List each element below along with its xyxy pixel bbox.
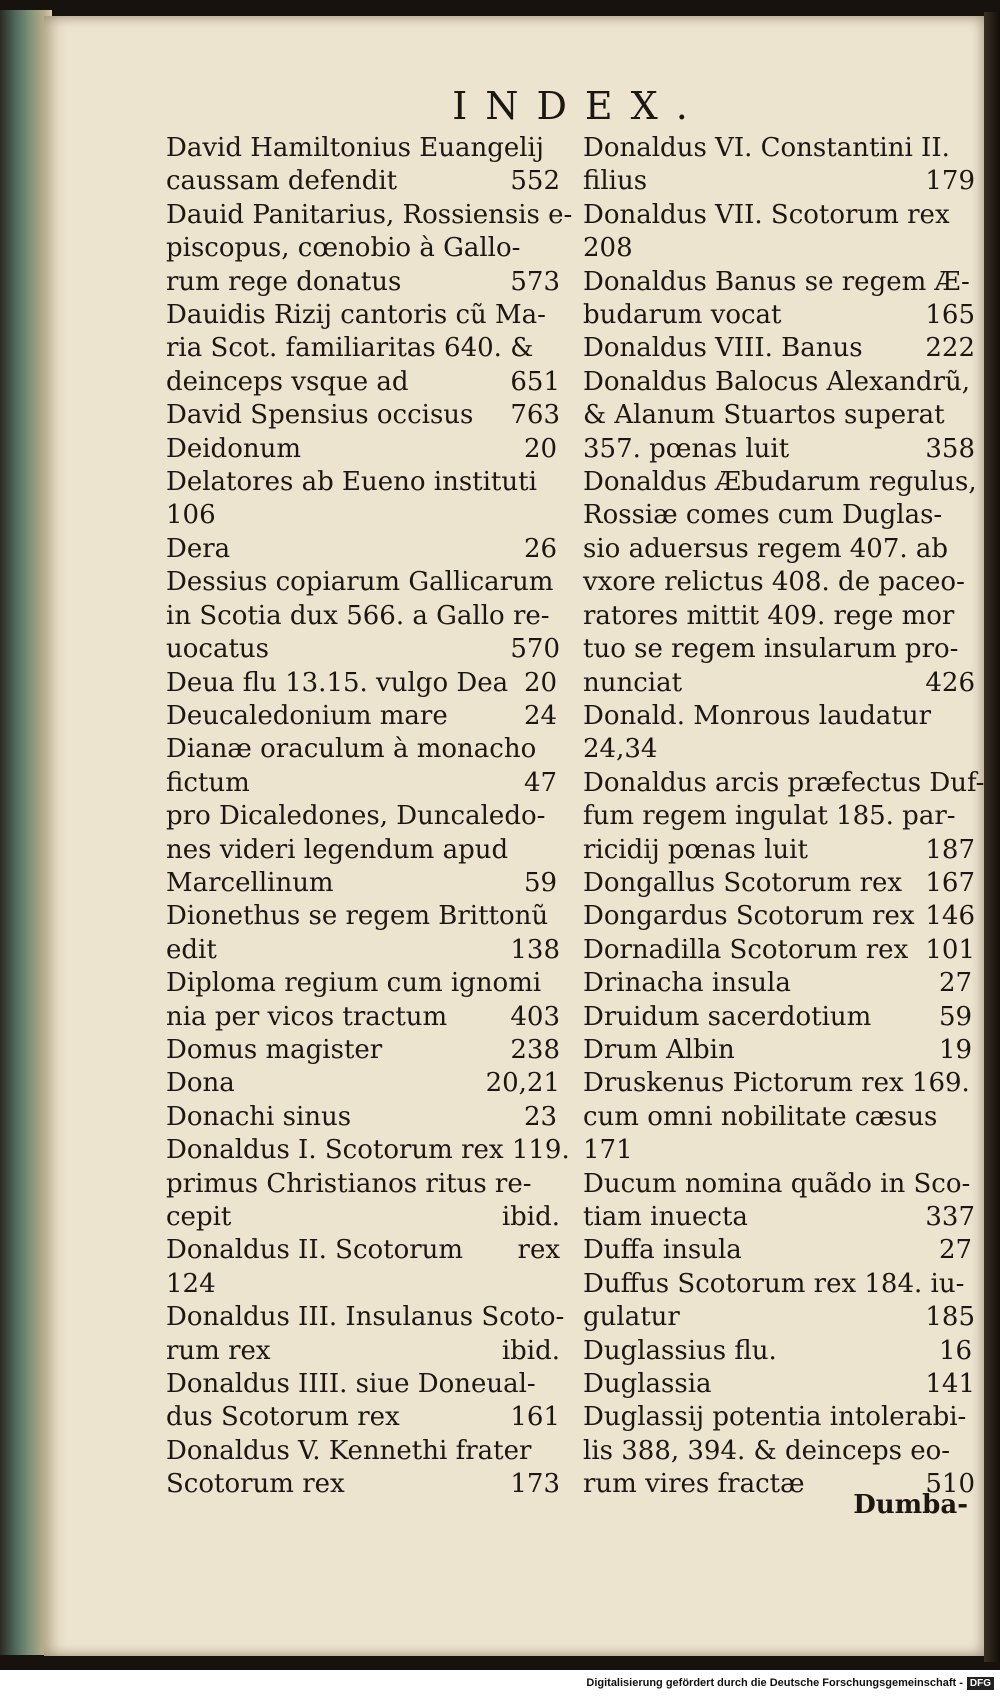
- entry-text: 124: [166, 1268, 216, 1299]
- entry-line: [166, 900, 560, 933]
- index-entry: [166, 566, 560, 666]
- entry-text: ratores mittit 409. rege mor: [583, 600, 955, 631]
- page-reference: [552, 332, 560, 365]
- index-entry: [166, 1234, 560, 1301]
- entry-text: edit: [166, 934, 217, 965]
- entry-line: [583, 466, 977, 499]
- page-reference: [967, 399, 975, 432]
- index-entry: [166, 1067, 560, 1100]
- entry-line: [166, 399, 560, 432]
- entry-line: [583, 700, 975, 733]
- page-reference: 24: [524, 700, 558, 731]
- index-entry: [166, 1134, 570, 1234]
- entry-text: rum rex: [166, 1335, 271, 1366]
- entry-text: nes videri legendum apud: [166, 834, 509, 865]
- entry-line: [583, 299, 975, 332]
- entry-line: [583, 199, 975, 232]
- page-reference: 238: [510, 1034, 560, 1065]
- page-reference: [970, 366, 978, 399]
- entry-text: Donaldus IIII. siue Doneual-: [166, 1369, 536, 1400]
- entry-text: Ducum nomina quãdo in Sco-: [583, 1168, 971, 1199]
- entry-line: [166, 266, 560, 299]
- page-reference: 101: [925, 934, 975, 965]
- entry-line: [583, 900, 975, 933]
- index-entry: [583, 967, 975, 1000]
- entry-text: Donaldus Balocus Alexandrũ,: [583, 366, 971, 397]
- page-reference: [967, 499, 975, 532]
- page-reference: [967, 1101, 975, 1134]
- page-reference: 165: [925, 300, 975, 331]
- page-reference: 187: [925, 834, 975, 865]
- entry-text: Duglassij potentia intolerabi-: [583, 1402, 967, 1433]
- entry-text: Donaldus Æbudarum regulus,: [583, 467, 977, 498]
- page-reference: [967, 199, 975, 232]
- entry-line: [583, 767, 985, 800]
- digitization-footer: [0, 1670, 1000, 1697]
- entry-line: [166, 1301, 565, 1334]
- page-reference: ibid.: [501, 1335, 560, 1366]
- entry-line: [166, 633, 560, 666]
- index-entry: [166, 1034, 560, 1067]
- entry-text: Donald. Monrous laudatur: [583, 700, 932, 731]
- index-entry: [166, 967, 560, 1034]
- entry-text: budarum vocat: [583, 300, 782, 331]
- page-reference: 358: [925, 433, 975, 464]
- entry-line: [583, 733, 975, 766]
- page-reference: [552, 1368, 560, 1401]
- entry-text: Dona: [166, 1068, 235, 1099]
- entry-text: dus Scotorum rex: [166, 1402, 400, 1433]
- entry-text: Donaldus VIII. Banus: [583, 333, 863, 364]
- index-entry: [583, 366, 975, 466]
- entry-text: pro Dicaledones, Duncaledo-: [166, 801, 546, 832]
- entry-text: Donaldus III. Insulanus Scoto-: [166, 1302, 565, 1333]
- page-reference: [552, 132, 560, 165]
- page-reference: [552, 733, 560, 766]
- entry-text: ricidij pœnas luit: [583, 834, 808, 865]
- entry-text: primus Christianos ritus re-: [166, 1168, 532, 1199]
- index-entry: [583, 900, 975, 933]
- entry-text: 171: [583, 1135, 633, 1166]
- entry-line: [166, 867, 560, 900]
- entry-line: [166, 1134, 570, 1167]
- page-reference: [552, 967, 560, 1000]
- index-entry: [166, 199, 573, 299]
- entry-text: cum omni nobilitate cæsus: [583, 1101, 938, 1132]
- page-reference: 27: [939, 968, 973, 999]
- page-header: INDEX.: [452, 84, 706, 128]
- entry-line: [583, 600, 975, 633]
- entry-line: [583, 1268, 975, 1301]
- entry-line: [583, 800, 975, 833]
- page-reference: [552, 834, 560, 867]
- entry-line: [166, 1268, 560, 1301]
- index-entry: [166, 433, 560, 466]
- entry-text: fictum: [166, 767, 250, 798]
- entry-text: Dornadilla Scotorum rex: [583, 934, 909, 965]
- index-entry: [583, 934, 975, 967]
- entry-text: 24,34: [583, 734, 658, 765]
- entry-text: piscopus, cœnobio à Gallo-: [166, 233, 521, 264]
- index-entry: [583, 867, 975, 900]
- entry-text: Duglassia: [583, 1369, 712, 1400]
- entry-line: [583, 1368, 975, 1401]
- entry-line: [166, 700, 560, 733]
- entry-line: [166, 934, 560, 967]
- entry-text: Donaldus VII. Scotorum rex: [583, 199, 950, 230]
- index-entry: [583, 700, 975, 767]
- entry-line: [166, 332, 560, 365]
- entry-text: Delatores ab Eueno instituti: [166, 467, 537, 498]
- entry-line: [583, 165, 975, 198]
- page-right-edge: [984, 12, 1000, 1662]
- entry-line: [583, 1067, 975, 1100]
- catchword: Dumba-: [853, 1490, 968, 1520]
- entry-text: Dongardus Scotorum rex: [583, 901, 915, 932]
- page-reference: 20: [524, 433, 558, 464]
- entry-line: [166, 1201, 560, 1234]
- page-reference: 426: [925, 667, 975, 698]
- page-reference: 20,21: [485, 1068, 560, 1099]
- index-column-right: [583, 132, 985, 1502]
- index-entry: [583, 1268, 975, 1335]
- entry-line: [166, 1067, 560, 1100]
- entry-text: 357. pœnas luit: [583, 433, 790, 464]
- index-entry: [583, 266, 975, 333]
- page-reference: [977, 466, 985, 499]
- page-reference: 552: [510, 166, 560, 197]
- page-reference: 185: [925, 1302, 975, 1333]
- entry-text: Dera: [166, 533, 231, 564]
- entry-text: nunciat: [583, 667, 683, 698]
- index-entry: [166, 700, 560, 733]
- entry-text: Donaldus I. Scotorum rex 119.: [166, 1135, 570, 1166]
- entry-text: 208: [583, 233, 633, 264]
- entry-text: Donaldus VI. Constantini II.: [583, 133, 950, 163]
- entry-line: [583, 1168, 975, 1201]
- entry-text: gulatur: [583, 1302, 680, 1333]
- index-entry: [583, 1234, 975, 1267]
- page-reference: [967, 1268, 975, 1301]
- index-entry: [583, 1335, 975, 1368]
- page-reference: 403: [510, 1001, 560, 1032]
- entry-text: Druidum sacerdotium: [583, 1001, 872, 1032]
- entry-line: [583, 1034, 975, 1067]
- entry-line: [583, 433, 975, 466]
- entry-text: Duglassius flu.: [583, 1335, 777, 1366]
- entry-line: [166, 733, 560, 766]
- entry-line: [583, 1101, 975, 1134]
- entry-line: [583, 1435, 975, 1468]
- page-reference: [552, 499, 560, 532]
- page-reference: [970, 1067, 978, 1100]
- index-entry: [166, 466, 560, 533]
- entry-text: David Hamiltonius Euangelij: [166, 133, 544, 163]
- entry-text: Dauidis Rizij cantoris cũ Ma-: [166, 300, 546, 331]
- entry-text: Scotorum rex: [166, 1469, 345, 1500]
- entry-text: Dauid Panitarius, Rossiensis e-: [166, 199, 573, 230]
- entry-line: [166, 1001, 560, 1034]
- index-entry: [583, 1034, 975, 1067]
- entry-line: [583, 366, 975, 399]
- entry-line: [166, 366, 560, 399]
- page-reference: 222: [925, 333, 975, 364]
- entry-text: Donaldus II. Scotorum: [166, 1235, 464, 1266]
- entry-text: filius: [583, 166, 648, 197]
- index-entry: [583, 332, 975, 365]
- entry-text: lis 388, 394. & deinceps eo-: [583, 1435, 951, 1466]
- entry-line: [166, 533, 560, 566]
- entry-line: [583, 834, 975, 867]
- index-entry: [166, 1101, 560, 1134]
- entry-line: [166, 800, 560, 833]
- page-reference: [967, 132, 975, 165]
- entry-line: [583, 399, 975, 432]
- entry-line: [166, 132, 560, 165]
- page-reference: [552, 800, 560, 833]
- entry-text: Deucaledonium mare: [166, 700, 448, 731]
- page-reference: [564, 1301, 572, 1334]
- entry-line: [583, 967, 975, 1000]
- entry-line: [583, 633, 975, 666]
- page-reference: 23: [524, 1101, 558, 1132]
- entry-line: [166, 667, 560, 700]
- entry-line: [583, 232, 975, 265]
- page-reference: 179: [925, 166, 975, 197]
- entry-text: David Spensius occisus: [166, 400, 474, 431]
- page-reference: 763: [510, 400, 560, 431]
- entry-text: nia per vicos tractum: [166, 1001, 448, 1032]
- page-reference: [967, 733, 975, 766]
- footer-text: Digitalisierung gefördert durch die Deutsche Forschungsgemeinschaft -: [586, 1677, 963, 1689]
- entry-text: tuo se regem insularum pro-: [583, 634, 959, 665]
- entry-line: [583, 1001, 975, 1034]
- entry-line: [166, 1101, 560, 1134]
- entry-text: Dianæ oraculum à monacho: [166, 734, 537, 765]
- entry-line: [166, 767, 560, 800]
- entry-line: [583, 1301, 975, 1334]
- entry-line: [166, 1234, 560, 1267]
- entry-text: Drum Albin: [583, 1034, 735, 1065]
- entry-text: Druskenus Pictorum rex 169.: [583, 1068, 970, 1099]
- page-reference: [967, 533, 975, 566]
- entry-text: tiam inuecta: [583, 1202, 748, 1232]
- page-reference: [552, 466, 560, 499]
- index-entry: [166, 132, 560, 199]
- index-column-left: [166, 132, 573, 1502]
- index-entry: [583, 767, 985, 867]
- entry-text: ria Scot. familiaritas 640. &: [166, 333, 534, 364]
- entry-text: rum vires fractæ: [583, 1469, 805, 1500]
- entry-text: Deua flu 13.15. vulgo Dea: [166, 667, 509, 698]
- entry-text: fum regem ingulat 185. par-: [583, 801, 956, 832]
- entry-line: [583, 1234, 975, 1267]
- entry-line: [166, 299, 560, 332]
- dfg-logo: DFG: [967, 1677, 994, 1690]
- entry-line: [583, 867, 975, 900]
- entry-line: [166, 232, 560, 265]
- entry-line: [166, 433, 560, 466]
- index-entry: [166, 800, 560, 900]
- page-reference: 173: [510, 1469, 560, 1500]
- page-reference: [570, 1134, 578, 1167]
- page-reference: [552, 600, 560, 633]
- page-reference: 19: [939, 1034, 973, 1065]
- entry-line: [166, 466, 560, 499]
- entry-line: [583, 332, 975, 365]
- entry-line: [166, 1401, 560, 1434]
- page-reference: 141: [925, 1369, 975, 1400]
- page-reference: [572, 199, 580, 232]
- entry-line: [583, 1401, 975, 1434]
- entry-text: Donaldus V. Kennethi frater: [166, 1435, 532, 1466]
- entry-text: Donaldus arcis præfectus Duf-: [583, 767, 985, 798]
- page-reference: 146: [925, 901, 975, 932]
- index-entry: [583, 466, 975, 700]
- page-reference: [552, 1168, 560, 1201]
- entry-text: Marcellinum: [166, 867, 334, 898]
- page-reference: [967, 700, 975, 733]
- entry-line: [583, 667, 975, 700]
- entry-text: Donaldus Banus se regem Æ-: [583, 266, 970, 297]
- page-reference: [967, 1435, 975, 1468]
- entry-line: [583, 266, 975, 299]
- page-reference: 573: [510, 266, 560, 297]
- entry-text: 106: [166, 500, 216, 531]
- page-reference: [970, 1168, 978, 1201]
- page-reference: 167: [925, 867, 975, 898]
- index-entry: [166, 1435, 560, 1502]
- entry-line: [166, 834, 560, 867]
- page-reference: [552, 900, 560, 933]
- index-entry: [583, 132, 975, 199]
- entry-line: [583, 499, 975, 532]
- page-reference: [552, 299, 560, 332]
- index-entry: [583, 199, 975, 266]
- page-reference: [967, 800, 975, 833]
- entry-line: [583, 132, 975, 165]
- page-reference: 570: [510, 634, 560, 665]
- index-entry: [166, 733, 560, 800]
- index-entry: [166, 900, 560, 967]
- index-entry: [583, 1168, 975, 1235]
- entry-text: & Alanum Stuartos superat: [583, 400, 945, 431]
- page-reference: 59: [939, 1001, 973, 1032]
- page-reference: 16: [939, 1335, 973, 1366]
- entry-text: deinceps vsque ad: [166, 366, 409, 397]
- index-entry: [166, 667, 560, 700]
- entry-text: uocatus: [166, 634, 269, 665]
- index-entry: [166, 299, 560, 399]
- page-reference: [967, 232, 975, 265]
- entry-text: sio aduersus regem 407. ab: [583, 533, 949, 564]
- page-reference: [552, 1435, 560, 1468]
- page-reference: 26: [524, 533, 558, 564]
- entry-line: [583, 566, 975, 599]
- page-reference: 27: [939, 1235, 973, 1266]
- index-entry: [166, 533, 560, 566]
- entry-text: Drinacha insula: [583, 968, 791, 999]
- entry-text: rum rege donatus: [166, 266, 402, 297]
- entry-text: vxore relictus 408. de paceo-: [583, 567, 965, 598]
- entry-text: cepit: [166, 1202, 232, 1232]
- entry-line: [166, 1335, 560, 1368]
- entry-line: [583, 1201, 975, 1234]
- page-reference: [970, 266, 978, 299]
- page-reference: [967, 600, 975, 633]
- page-reference: [967, 633, 975, 666]
- page-reference: 47: [524, 767, 558, 798]
- entry-line: [166, 1468, 560, 1501]
- entry-line: [583, 1134, 975, 1167]
- index-entry: [583, 1368, 975, 1401]
- index-entry: [583, 1001, 975, 1034]
- page-reference: ibid.: [501, 1202, 560, 1232]
- entry-line: [166, 1034, 560, 1067]
- entry-line: [166, 1435, 560, 1468]
- entry-text: Duffa insula: [583, 1235, 742, 1266]
- entry-text: Duffus Scotorum rex 184. iu-: [583, 1268, 965, 1299]
- index-entry: [583, 1401, 975, 1501]
- entry-line: [583, 533, 975, 566]
- entry-line: [166, 165, 560, 198]
- page-reference: rex: [517, 1235, 560, 1266]
- entry-text: caussam defendit: [166, 166, 398, 197]
- page-reference: [967, 566, 975, 599]
- page-reference: [984, 767, 992, 800]
- entry-text: Donachi sinus: [166, 1101, 352, 1132]
- entry-line: [166, 499, 560, 532]
- index-entry: [166, 399, 560, 432]
- entry-line: [166, 1168, 560, 1201]
- page-reference: 510: [925, 1469, 975, 1500]
- entry-line: [166, 1368, 560, 1401]
- entry-text: Diploma regium cum ignomi: [166, 968, 542, 999]
- page-reference: [553, 566, 561, 599]
- entry-text: Dionethus se regem Brittonũ: [166, 901, 549, 932]
- entry-text: Rossiæ comes cum Duglas-: [583, 500, 943, 531]
- index-entry: [166, 1301, 565, 1368]
- page-reference: [552, 1268, 560, 1301]
- page-reference: [967, 1401, 975, 1434]
- entry-line: [583, 1335, 975, 1368]
- entry-line: [166, 967, 560, 1000]
- entry-text: Domus magister: [166, 1034, 383, 1065]
- entry-line: [583, 934, 975, 967]
- entry-text: Deidonum: [166, 433, 301, 464]
- page-reference: [552, 232, 560, 265]
- entry-line: [166, 566, 560, 599]
- entry-text: Dongallus Scotorum rex: [583, 867, 903, 898]
- page-reference: 651: [510, 366, 560, 397]
- index-entry: [583, 1067, 975, 1167]
- page-reference: 138: [510, 934, 560, 965]
- page-reference: [967, 1134, 975, 1167]
- entry-line: [166, 199, 573, 232]
- index-entry: [166, 1368, 560, 1435]
- entry-text: Dessius copiarum Gallicarum: [166, 567, 554, 598]
- page-reference: 337: [925, 1202, 975, 1232]
- entry-line: [166, 600, 560, 633]
- page-reference: 161: [510, 1402, 560, 1433]
- entry-text: in Scotia dux 566. a Gallo re-: [166, 600, 550, 631]
- page-reference: 20: [524, 667, 558, 698]
- page-reference: 59: [524, 867, 558, 898]
